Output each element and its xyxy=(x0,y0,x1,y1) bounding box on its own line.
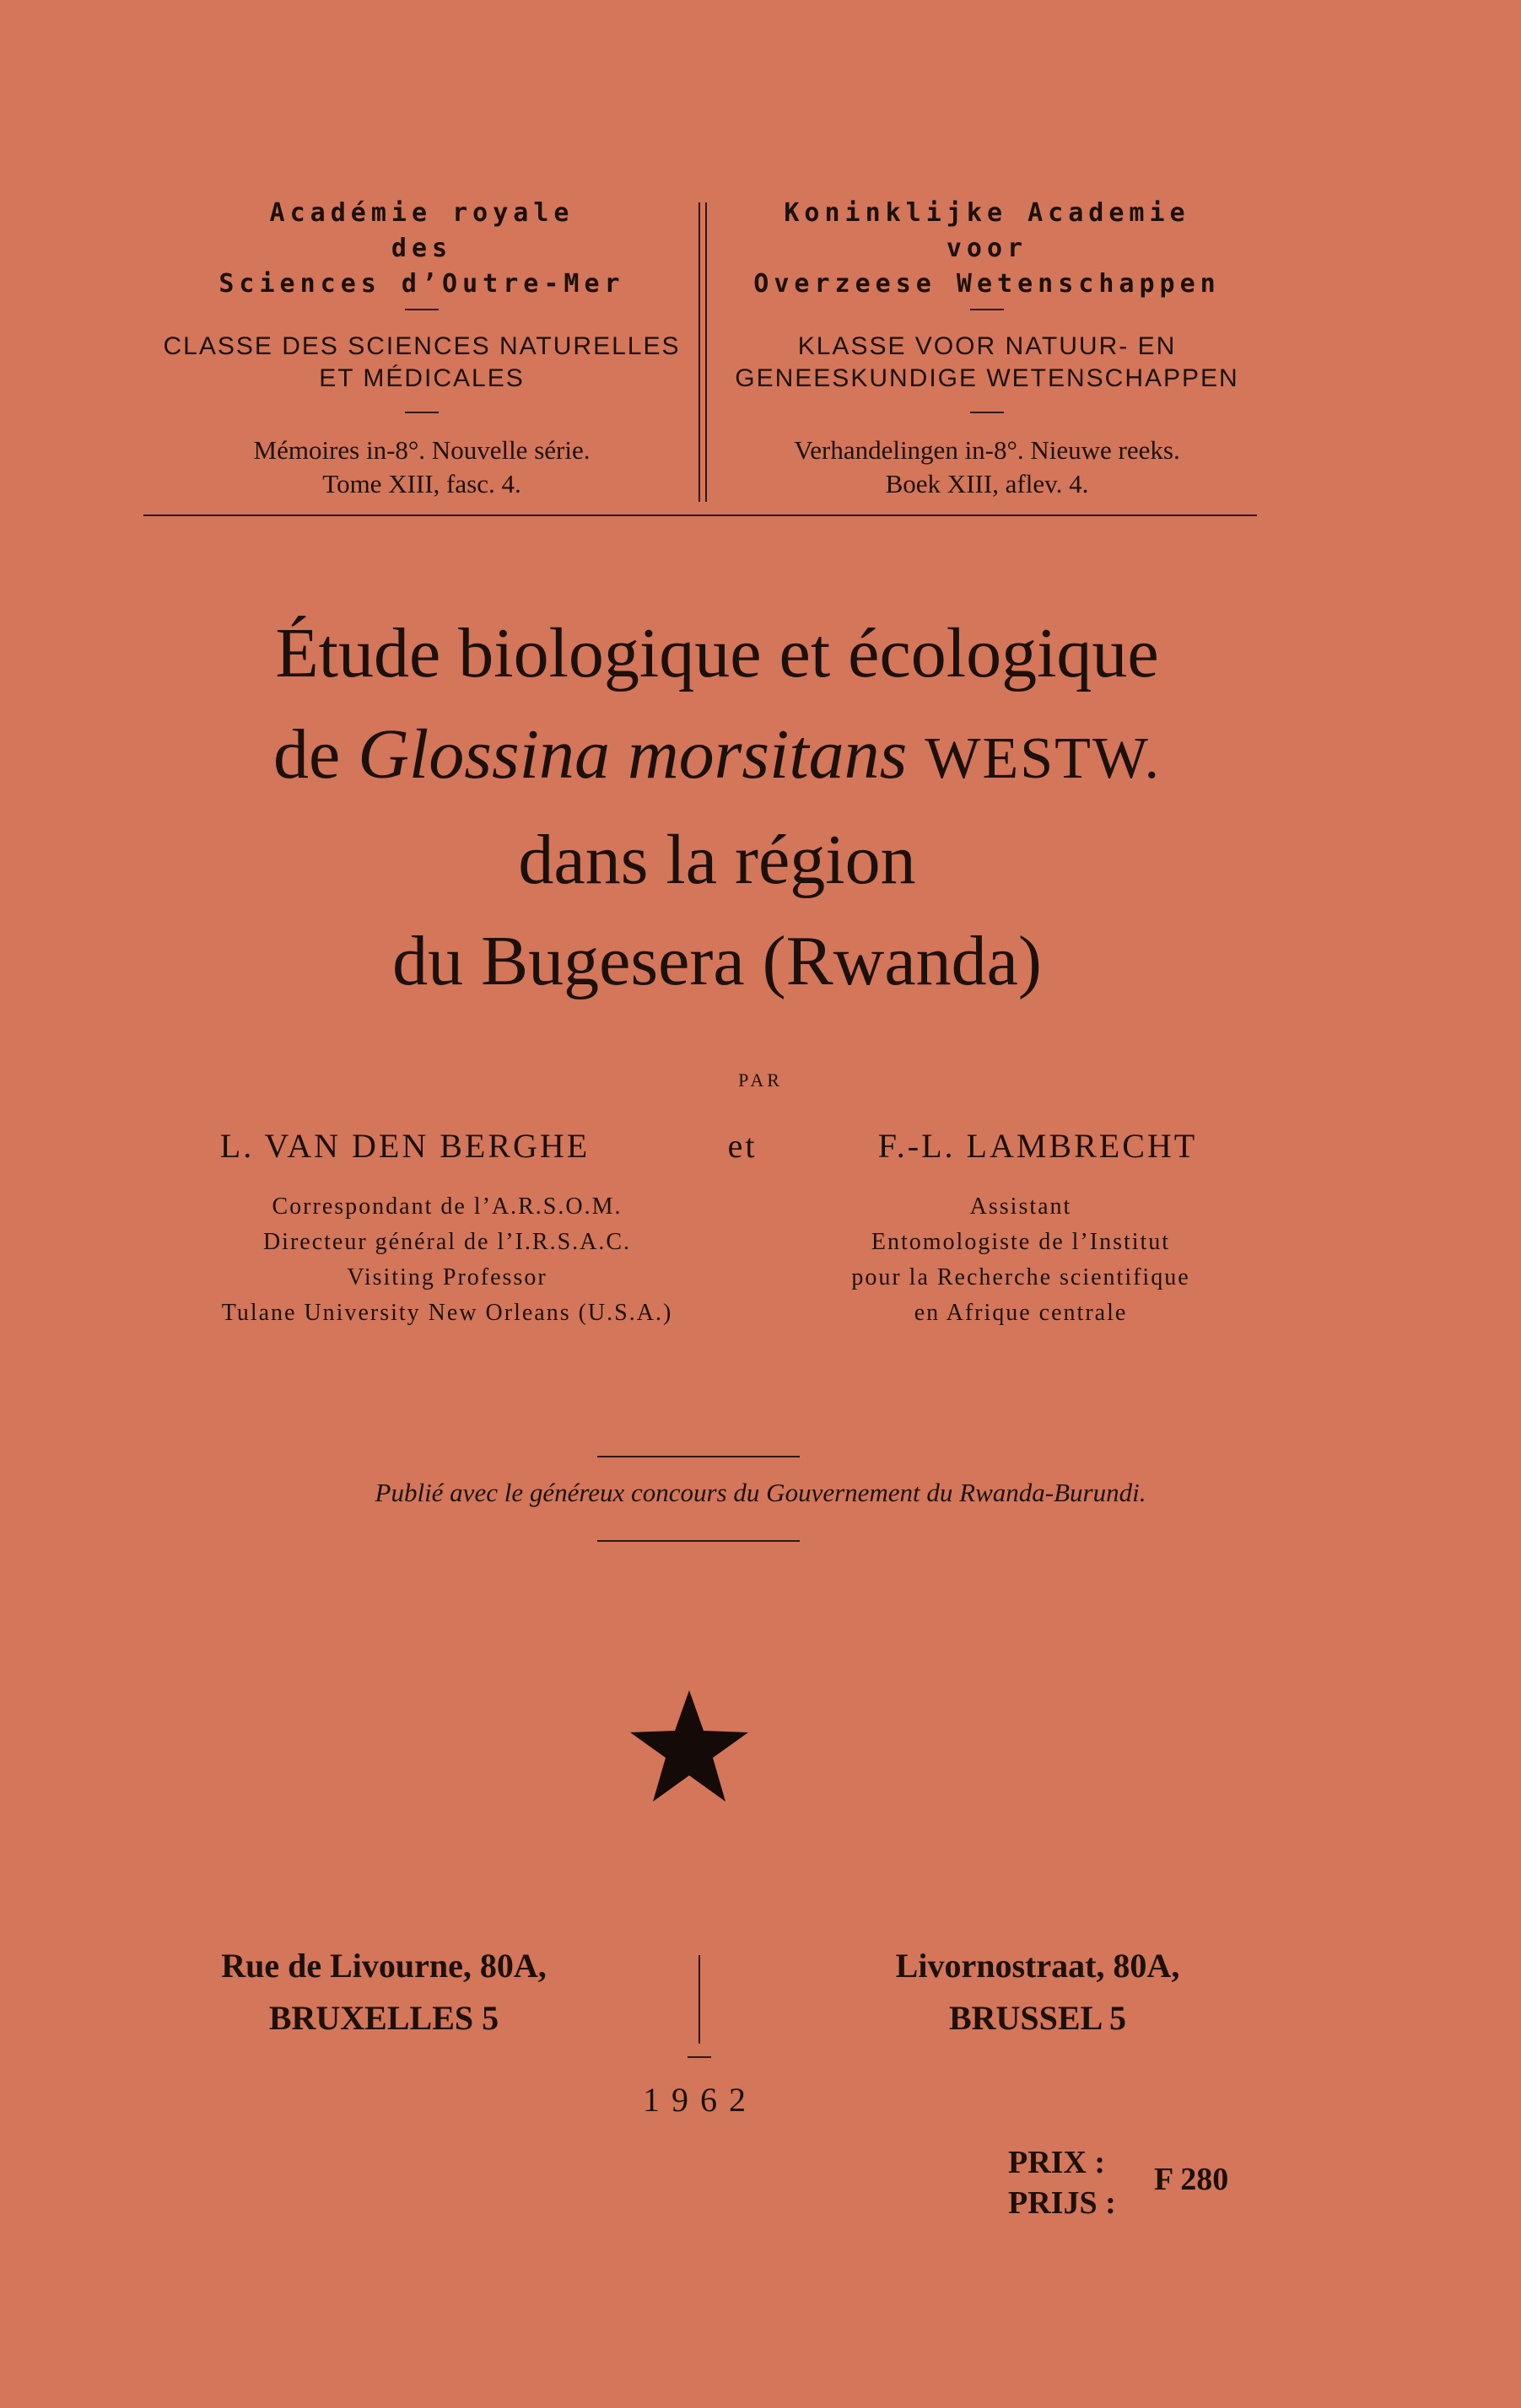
byline-par: PAR xyxy=(738,1069,783,1091)
series-fr-line1: Mémoires in-8°. Nouvelle série. xyxy=(253,435,591,465)
institution-nl-line3: Overzeese Wetenschappen xyxy=(753,269,1221,299)
author-2-name: F.-L. LAMBRECHT xyxy=(877,1127,1198,1165)
institution-fr-line1: Académie royale xyxy=(269,198,574,228)
header-right-column xyxy=(709,196,1265,501)
publication-rule-bottom xyxy=(597,1540,800,1542)
publication-year: 1962 xyxy=(643,2081,758,2119)
title-line2-prefix: de xyxy=(272,715,341,794)
affiliation-line: Assistant xyxy=(969,1193,1072,1220)
institution-nl-line1: Koninklijke Academie xyxy=(784,198,1190,228)
separator-dash xyxy=(970,309,1004,310)
affiliation-line: Tulane University New Orleans (U.S.A.) xyxy=(221,1300,673,1326)
title-line1: Étude biologique et écologique xyxy=(275,614,1159,692)
book-title xyxy=(84,603,1350,1012)
address-divider xyxy=(698,1955,700,2044)
separator-dash xyxy=(970,412,1004,413)
publication-note: Publié avec le généreux concours du Gouvernement du Rwanda-Burundi. xyxy=(375,1478,1146,1507)
author-1-affiliation xyxy=(127,1189,768,1331)
affiliation-line: Visiting Professor xyxy=(347,1264,547,1290)
affiliation-line: en Afrique centrale xyxy=(914,1300,1128,1326)
institution-fr-line2: des xyxy=(391,234,453,263)
title-species-author: WESTW. xyxy=(925,726,1162,791)
affiliation-line: Directeur général de l’I.R.S.A.C. xyxy=(262,1229,632,1255)
year-dash xyxy=(688,2056,711,2058)
address-nl xyxy=(776,1940,1299,2044)
address-fr-line2: BRUXELLES 5 xyxy=(268,1999,499,2037)
institution-nl-line2: voor xyxy=(946,234,1028,263)
price-value: F 280 xyxy=(1154,2162,1229,2197)
publication-rule-top xyxy=(597,1456,800,1457)
address-nl-line1: Livornostraat, 80A, xyxy=(895,1947,1180,1985)
affiliation-line: pour la Recherche scientifique xyxy=(851,1264,1190,1290)
address-fr xyxy=(127,1940,641,2044)
header-vertical-rule xyxy=(698,202,707,502)
classe-fr-line2: ET MÉDICALES xyxy=(319,364,525,392)
author-2-affiliation xyxy=(759,1189,1282,1331)
header-bottom-rule xyxy=(143,514,1257,516)
classe-nl-line2: GENEESKUNDIGE WETENSCHAPPEN xyxy=(735,364,1239,392)
institution-fr-line3: Sciences d’Outre-Mer xyxy=(218,269,625,299)
author-conjunction: et xyxy=(727,1127,758,1165)
star-icon xyxy=(626,1687,752,1805)
affiliation-line: Correspondant de l’A.R.S.O.M. xyxy=(272,1193,623,1220)
title-species: Glossina morsitans xyxy=(358,715,908,794)
price-label-fr: PRIX : xyxy=(1008,2145,1106,2180)
affiliation-line: Entomologiste de l’Institut xyxy=(871,1229,1171,1255)
address-fr-line1: Rue de Livourne, 80A, xyxy=(221,1947,547,1985)
series-nl-line2: Boek XIII, aflev. 4. xyxy=(885,469,1089,498)
title-line3: dans la région xyxy=(518,821,916,899)
address-nl-line2: BRUSSEL 5 xyxy=(948,1999,1127,2037)
series-fr-line2: Tome XIII, fasc. 4. xyxy=(322,469,521,498)
author-1-name: L. VAN DEN BERGHE xyxy=(219,1127,591,1165)
separator-dash xyxy=(405,309,439,310)
classe-nl-line1: KLASSE VOOR NATUUR- EN xyxy=(797,332,1177,360)
title-line4: du Bugesera (Rwanda) xyxy=(392,922,1042,1000)
price-label-nl: PRIJS : xyxy=(1008,2185,1116,2221)
header-left-column xyxy=(143,196,700,501)
separator-dash xyxy=(405,412,439,413)
series-nl-line1: Verhandelingen in-8°. Nieuwe reeks. xyxy=(794,435,1180,465)
price-labels xyxy=(1008,2142,1116,2223)
title-line2 xyxy=(84,704,1350,810)
classe-fr-line1: CLASSE DES SCIENCES NATURELLES xyxy=(163,332,681,360)
